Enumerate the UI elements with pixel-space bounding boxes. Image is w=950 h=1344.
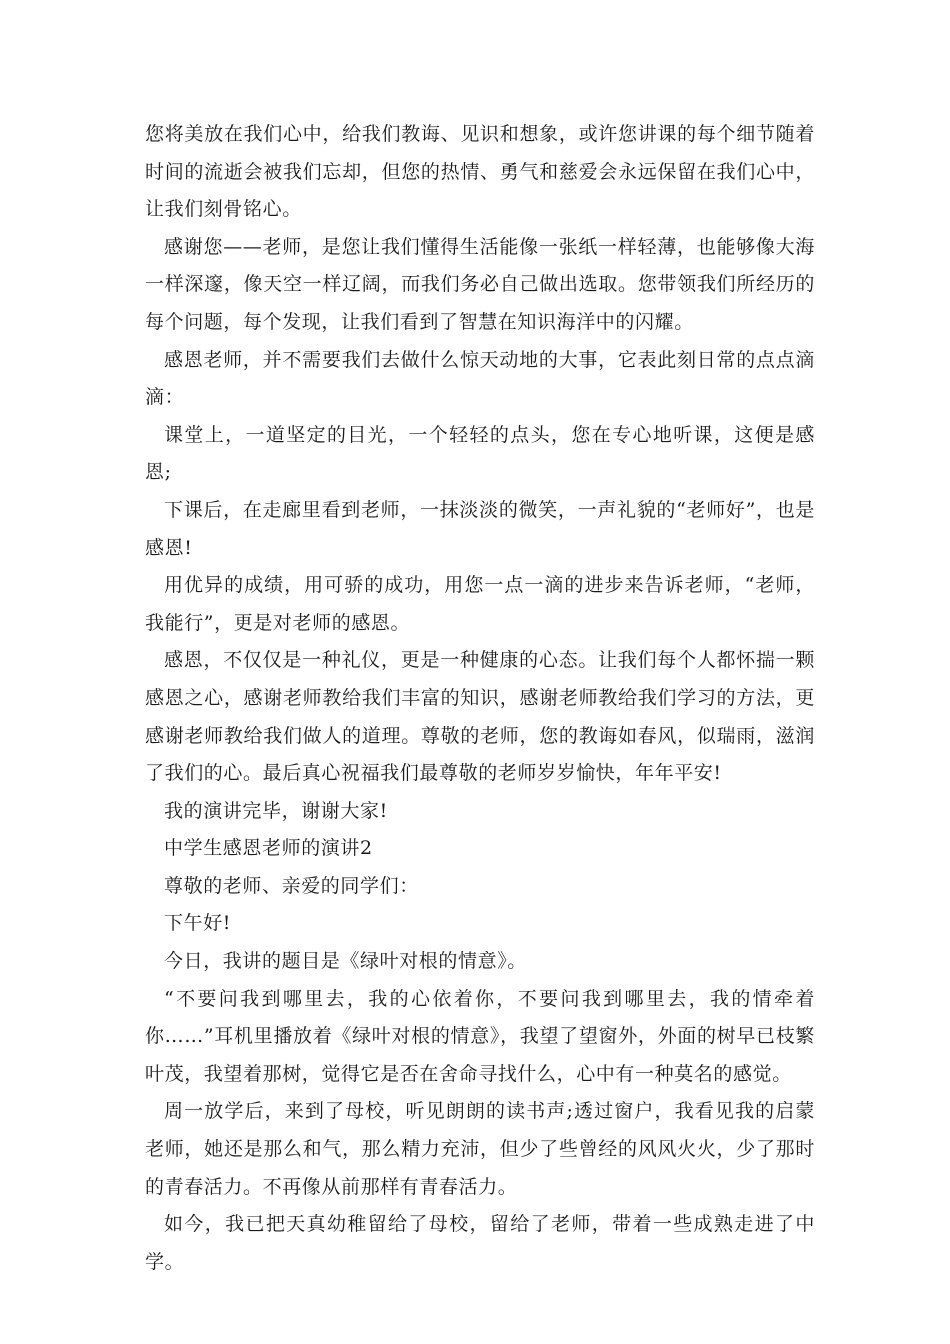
paragraph-8: 我的演讲完毕，谢谢大家!: [164, 799, 388, 822]
paragraph-12: 今日，我讲的题目是《绿叶对根的情意》。: [164, 950, 527, 973]
paragraph-13: “不要问我到哪里去，我的心依着你，不要问我到哪里去，我的情牵着你……”耳机里播放着《绿叶对根的情意》，我望了望窗外，外面的树早已枝繁叶茂，我望着那树，觉得它是否在舍命寻找什么，心中有一种莫名的感觉。: [145, 987, 815, 1085]
greeting-salutation: 尊敬的老师、亲爱的同学们：: [164, 874, 419, 897]
paragraph-3: 感恩老师，并不需要我们去做什么惊天动地的大事，它表此刻日常的点点滴滴：: [145, 348, 815, 409]
paragraph-7: 感恩，不仅仅是一种礼仪，更是一种健康的心态。让我们每个人都怀揣一颗感恩之心，感谢老师教给我们丰富的知识，感谢老师教给我们学习的方法，更感谢老师教给我们做人的道理。尊敬的老师，您的教诲如春风，似瑞雨，滋润了我们的心。最后真心祝福我们最尊敬的老师岁岁愉快，年年平安!: [145, 649, 815, 785]
paragraph-14: 周一放学后，来到了母校，听见朗朗的读书声;透过窗户，我看见我的启蒙老师，她还是那么和气，那么精力充沛，但少了些曾经的风风火火，少了那时的青春活力。不再像从前那样有青春活力。: [145, 1100, 815, 1198]
paragraph-2: 感谢您——老师，是您让我们懂得生活能像一张纸一样轻薄，也能够像大海一样深邃，像天空一样辽阔，而我们务必自己做出选取。您带领我们所经历的每个问题，每个发现，让我们看到了智慧在知识海洋中的闪耀。: [145, 235, 815, 333]
paragraph-5: 下课后，在走廊里看到老师，一抹淡淡的微笑，一声礼貌的“老师好”，也是感恩!: [145, 498, 815, 559]
section-title: 中学生感恩老师的演讲2: [164, 837, 373, 860]
paragraph-6: 用优异的成绩，用可骄的成功，用您一点一滴的进步来告诉老师，“老师，我能行”，更是对老师的感恩。: [145, 574, 815, 634]
document-body: [145, 116, 815, 1281]
paragraph-15: 如今，我已把天真幼稚留给了母校，留给了老师，带着一些成熟走进了中学。: [145, 1213, 815, 1273]
paragraph-1: 您将美放在我们心中，给我们教诲、见识和想象，或许您讲课的每个细节随着时间的流逝会被我们忘却，但您的热情、勇气和慈爱会永远保留在我们心中，让我们刻骨铭心。: [145, 123, 815, 221]
paragraph-4: 课堂上，一道坚定的目光，一个轻轻的点头，您在专心地听课，这便是感恩;: [145, 423, 815, 484]
greeting: 下午好!: [164, 912, 232, 935]
